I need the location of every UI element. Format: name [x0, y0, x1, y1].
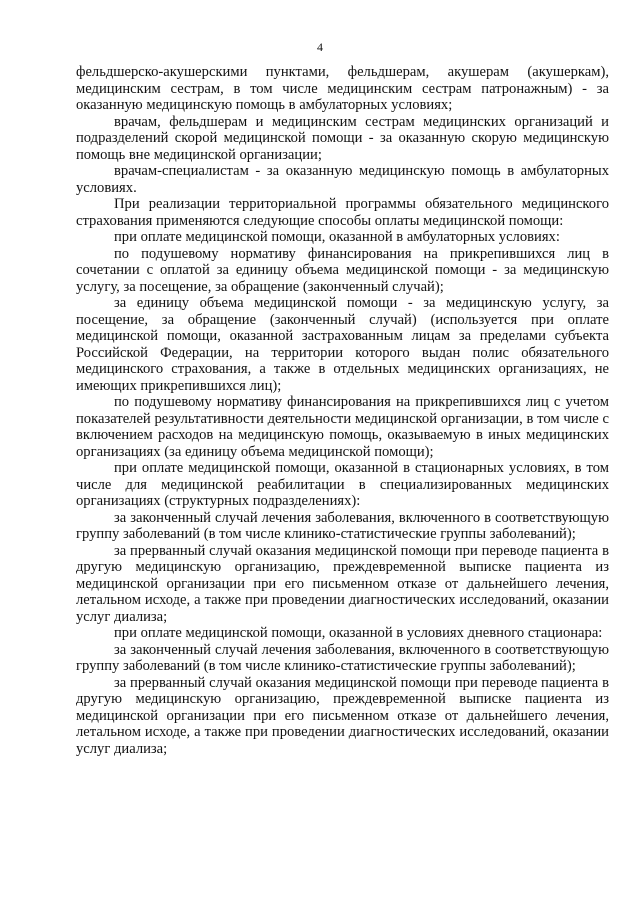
paragraph: врачам-специалистам - за оказанную медицинскую помощь в амбулаторных условиях. [76, 163, 609, 196]
paragraph: при оплате медицинской помощи, оказанной в условиях дневного стационара: [114, 625, 603, 641]
paragraph: врачам, фельдшерам и медицинским сестрам медицинских организаций и подразделений скорой медицинской помощи - за оказанную скорую медицинскую помощь вне медицинской организации; [76, 113, 609, 163]
paragraph: при оплате медицинской помощи, оказанной в амбулаторных условиях: [114, 229, 560, 245]
paragraph: за законченный случай лечения заболевания, включенного в соответствующую группу заболеваний (в том числе клинико-статистические группы заболеваний); [76, 509, 609, 542]
paragraph: фельдшерско-акушерскими пунктами, фельдшерам, акушерам (акушеркам), медицинским сестрам, в том числе медицинским сестрам патронажным) - за оказанную медицинскую помощь в амбулаторных условиях; [76, 64, 609, 113]
document-body [76, 64, 609, 757]
paragraph: При реализации территориальной программы обязательного медицинского страхования применяются следующие способы оплаты медицинской помощи: [76, 196, 609, 229]
paragraph: за единицу объема медицинской помощи - за медицинскую услугу, за посещение, за обращение (законченный случай) (используется при оплате медицинской помощи, оказанной застрахованным лицам за пределами субъекта Российской Федерации, на территории которого выдан полис обязательного медицинского страхования, а также в отдельных медицинских организациях, не имеющих прикрепившихся лиц); [76, 295, 609, 394]
paragraph: за законченный случай лечения заболевания, включенного в соответствующую группу заболеваний (в том числе клинико-статистические группы заболеваний); [76, 641, 609, 674]
paragraph: при оплате медицинской помощи, оказанной в стационарных условиях, в том числе для медицинской реабилитации в специализированных медицинских организациях (структурных подразделениях): [76, 460, 609, 509]
paragraph: по подушевому нормативу финансирования на прикрепившихся лиц в сочетании с оплатой за единицу объема медицинской помощи - за медицинскую услугу, за посещение, за обращение (законченный случай); [76, 245, 609, 295]
paragraph: за прерванный случай оказания медицинской помощи при переводе пациента в другую медицинскую организацию, преждевременной выписке пациента из медицинской организации при его письменном отказе от дальнейшего лечения, летальном исходе, а также при проведении диагностических исследований, оказании услуг диализа; [76, 542, 609, 625]
paragraph: за прерванный случай оказания медицинской помощи при переводе пациента в другую медицинскую организацию, преждевременной выписке пациента из медицинской организации при его письменном отказе от дальнейшего лечения, летальном исходе, а также при проведении диагностических исследований, оказании услуг диализа; [76, 674, 609, 757]
paragraph: по подушевому нормативу финансирования на прикрепившихся лиц с учетом показателей результативности деятельности медицинской организации, в том числе с включением расходов на медицинскую помощь, оказываемую в иных медицинских организациях (за единицу объема медицинской помощи); [76, 394, 609, 460]
page-number: 4 [317, 40, 323, 54]
